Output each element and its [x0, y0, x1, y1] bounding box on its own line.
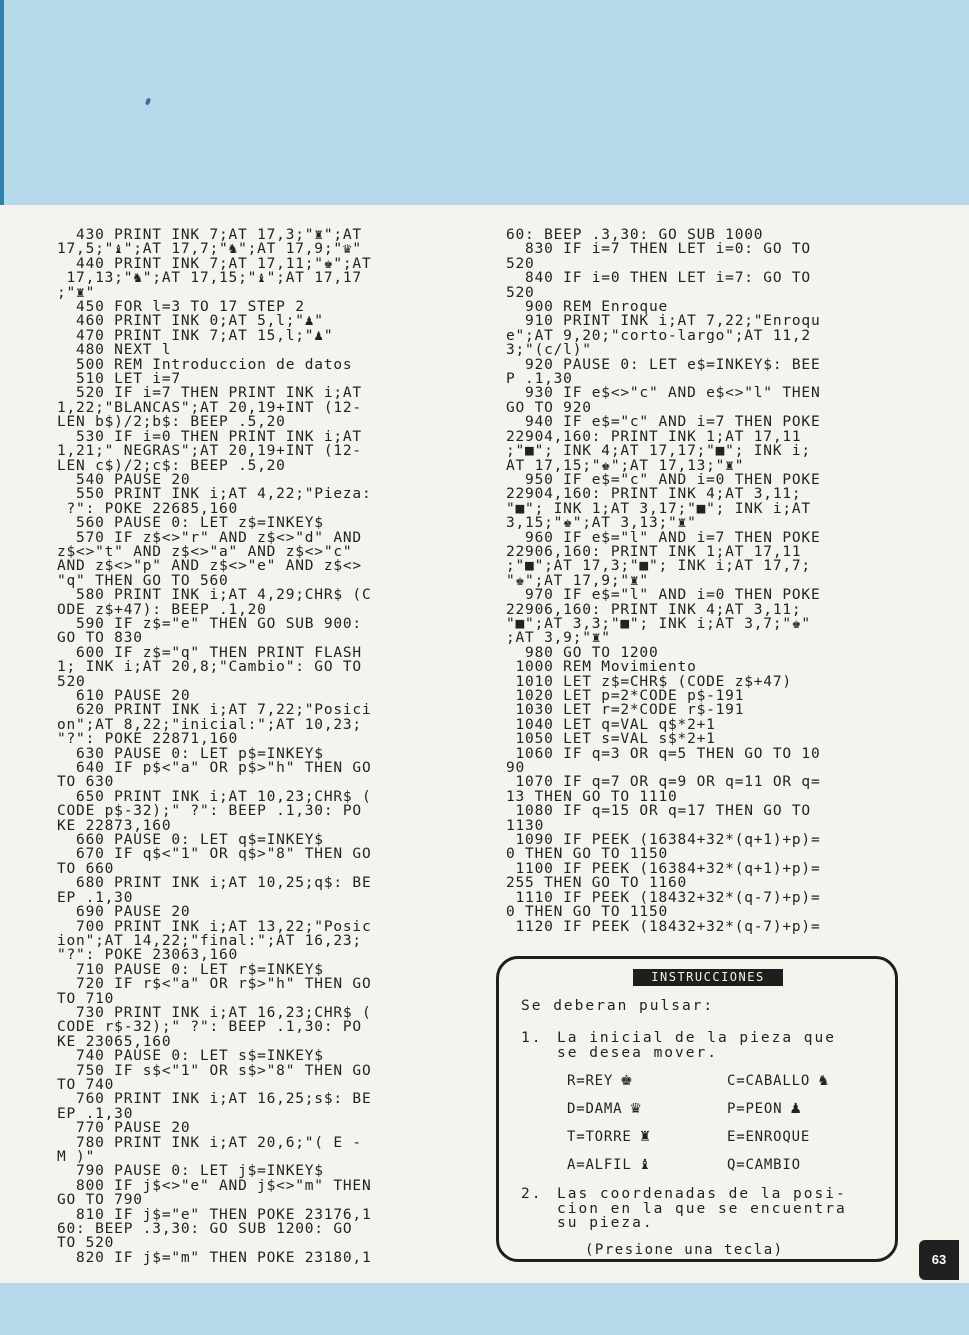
code-line: 1100 IF PEEK (16384+32*(q+1)+p)=: [506, 860, 821, 877]
legend-label: D=DAMA: [567, 1101, 623, 1117]
legend-item-enroque: [727, 1129, 810, 1145]
code-line: TO 710: [57, 990, 115, 1007]
code-line: 480 NEXT l: [57, 342, 172, 359]
code-line: "?": POKE 23063,160: [57, 947, 239, 964]
code-line: KE 23065,160: [57, 1033, 172, 1050]
code-line: 750 IF s$<"1" OR s$>"8" THEN GO: [57, 1062, 372, 1079]
code-line: 1090 IF PEEK (16384+32*(q+1)+p)=: [506, 832, 821, 849]
code-line: 680 PRINT INK i;AT 10,25;q$: BE: [57, 875, 372, 892]
code-line: 460 PRINT INK 0;AT 5,l;"♟": [57, 313, 324, 330]
instructions-title: INSTRUCCIONES: [633, 969, 783, 986]
code-line: 510 LET i=7: [57, 371, 181, 388]
code-line: EP .1,30: [57, 889, 134, 906]
code-line: 1110 IF PEEK (18432+32*(q-7)+p)=: [506, 889, 821, 906]
code-line: 520: [506, 255, 535, 272]
code-line: 520 IF i=7 THEN PRINT INK i;AT: [57, 385, 362, 402]
bishop-icon: ♝: [638, 1157, 652, 1173]
instructions-intro: Se deberan pulsar:: [521, 998, 715, 1014]
code-line: 600 IF z$="q" THEN PRINT FLASH: [57, 644, 362, 661]
code-line: 650 PRINT INK i;AT 10,23;CHR$ (: [57, 788, 372, 805]
code-line: LEN c$)/2;c$: BEEP .5,20: [57, 457, 286, 474]
code-line: CODE r$-32);" ?": BEEP .1,30: PO: [57, 1019, 362, 1036]
code-line: GO TO 790: [57, 1192, 143, 1209]
code-line: 770 PAUSE 20: [57, 1120, 191, 1137]
code-line: 0 THEN GO TO 1150: [506, 846, 669, 863]
code-line: 530 IF i=0 THEN PRINT INK i;AT: [57, 428, 362, 445]
code-line: TO 660: [57, 860, 115, 877]
code-line: 13 THEN GO TO 1110: [506, 788, 678, 805]
queen-icon: ♛: [629, 1101, 643, 1117]
code-line: ;"♜": [57, 284, 96, 301]
code-line: GO TO 830: [57, 630, 143, 647]
legend-label: T=TORRE: [567, 1129, 632, 1145]
code-line: ?": POKE 22685,160: [57, 500, 239, 517]
item2-text: Las coordenadas de la posi- cion en la que se encuentra su pieza.: [557, 1186, 847, 1231]
code-line: 830 IF i=7 THEN LET i=0: GO TO: [506, 241, 811, 258]
code-line: 1040 LET q=VAL q$*2+1: [506, 716, 716, 733]
code-line: 3,15;"♚";AT 3,13;"♜": [506, 515, 697, 532]
code-line: AT 17,15;"♚";AT 17,13;"♜": [506, 457, 745, 474]
code-line: 900 REM Enroque: [506, 299, 669, 316]
code-line: 780 PRINT INK i;AT 20,6;"( E -: [57, 1134, 362, 1151]
code-line: 1060 IF q=3 OR q=5 THEN GO TO 10: [506, 745, 821, 762]
instructions-footer: (Presione una tecla): [585, 1242, 784, 1258]
code-line: 730 PRINT INK i;AT 16,23;CHR$ (: [57, 1004, 372, 1021]
code-line: 1080 IF q=15 OR q=17 THEN GO TO: [506, 803, 811, 820]
code-line: 1,21;" NEGRAS";AT 20,19+INT (12-: [57, 443, 362, 460]
code-line: 920 PAUSE 0: LET e$=INKEY$: BEE: [506, 356, 821, 373]
code-line: 660 PAUSE 0: LET q$=INKEY$: [57, 832, 324, 849]
code-line: "q" THEN GO TO 560: [57, 572, 229, 589]
code-line: 980 GO TO 1200: [506, 644, 659, 661]
code-line: 17,5;"♝";AT 17,7;"♞";AT 17,9;"♛": [57, 241, 362, 258]
code-line: 560 PAUSE 0: LET z$=INKEY$: [57, 515, 324, 532]
code-line: 970 IF e$="l" AND i=0 THEN POKE: [506, 587, 821, 604]
rook-icon: ♜: [638, 1129, 652, 1145]
code-line: 22904,160: PRINT INK 1;AT 17,11: [506, 428, 802, 445]
code-line: 520: [506, 284, 535, 301]
king-icon: ♚: [620, 1073, 634, 1089]
code-line: 640 IF p$<"a" OR p$>"h" THEN GO: [57, 760, 372, 777]
code-line: 810 IF j$="e" THEN POKE 23176,1: [57, 1206, 372, 1223]
code-line: 470 PRINT INK 7;AT 15,l;"♟": [57, 327, 334, 344]
code-line: ;"■";AT 17,3;"■"; INK i;AT 17,7;: [506, 558, 811, 575]
code-line: 580 PRINT INK i;AT 4,29;CHR$ (C: [57, 587, 372, 604]
legend-label: R=REY: [567, 1073, 614, 1089]
code-line: LEN b$)/2;b$: BEEP .5,20: [57, 414, 286, 431]
item1-text: La inicial de la pieza que se desea mover.: [557, 1030, 836, 1061]
page-number: 63: [919, 1240, 959, 1280]
code-line: TO 630: [57, 774, 115, 791]
code-line: ;"■"; INK 4;AT 17,17;"■"; INK i;: [506, 443, 811, 460]
code-line: 430 PRINT INK 7;AT 17,3;"♜";AT: [57, 227, 362, 243]
code-line: 22906,160: PRINT INK 1;AT 17,11: [506, 543, 802, 560]
legend-label: E=ENROQUE: [727, 1129, 811, 1145]
legend-item-dama: [567, 1101, 643, 1117]
code-line: 1010 LET z$=CHR$ (CODE z$+47): [506, 673, 792, 690]
instructions-box: [496, 956, 898, 1262]
code-line: 910 PRINT INK i;AT 7,22;"Enroqu: [506, 313, 821, 330]
code-line: P .1,30: [506, 371, 573, 388]
code-line: 760 PRINT INK i;AT 16,25;s$: BE: [57, 1091, 372, 1108]
code-line: 820 IF j$="m" THEN POKE 23180,1: [57, 1249, 372, 1266]
code-line: 740 PAUSE 0: LET s$=INKEY$: [57, 1048, 324, 1065]
code-line: 90: [506, 760, 526, 777]
code-line: EP .1,30: [57, 1105, 134, 1122]
code-line: AND z$<>"p" AND z$<>"e" AND z$<>: [57, 558, 362, 575]
code-line: 500 REM Introduccion de datos: [57, 356, 353, 373]
code-line: 700 PRINT INK i;AT 13,22;"Posic: [57, 918, 372, 935]
bottom-blue-band: [0, 1283, 969, 1335]
code-line: 1130: [506, 817, 545, 834]
code-line: 720 IF r$<"a" OR r$>"h" THEN GO: [57, 976, 372, 993]
legend-item-torre: [567, 1129, 652, 1145]
code-line: "?": POKE 22871,160: [57, 731, 239, 748]
item1-number: 1.: [521, 1030, 543, 1046]
code-line: 450 FOR l=3 TO 17 STEP 2: [57, 299, 305, 316]
code-line: 550 PRINT INK i;AT 4,22;"Pieza:: [57, 486, 372, 503]
code-line: 255 THEN GO TO 1160: [506, 875, 688, 892]
pawn-icon: ♟: [789, 1101, 803, 1117]
code-line: 570 IF z$<>"r" AND z$<>"d" AND: [57, 529, 362, 546]
code-line: TO 740: [57, 1076, 115, 1093]
code-line: z$<>"t" AND z$<>"a" AND z$<>"c": [57, 543, 353, 560]
legend-label: A=ALFIL: [567, 1157, 632, 1173]
code-line: 60: BEEP .3,30: GO SUB 1000: [506, 227, 764, 243]
code-line: 3;"(c/l)": [506, 342, 592, 359]
code-line: on";AT 8,22;"inicial:";AT 10,23;: [57, 716, 362, 733]
code-line: 60: BEEP .3,30: GO SUB 1200: GO: [57, 1221, 353, 1238]
code-line: 960 IF e$="l" AND i=7 THEN POKE: [506, 529, 821, 546]
code-line: 540 PAUSE 20: [57, 471, 191, 488]
code-line: e";AT 9,20;"corto-largo";AT 11,2: [506, 327, 811, 344]
code-line: 790 PAUSE 0: LET j$=INKEY$: [57, 1163, 324, 1180]
legend-item-peon: [727, 1101, 803, 1117]
legend-label: P=PEON: [727, 1101, 783, 1117]
basic-listing-right: [506, 228, 820, 934]
code-line: 590 IF z$="e" THEN GO SUB 900:: [57, 615, 362, 632]
basic-listing-left: [57, 228, 371, 1265]
code-line: TO 520: [57, 1235, 115, 1252]
code-line: ion";AT 14,22;"final:";AT 16,23;: [57, 932, 362, 949]
knight-icon: ♞: [817, 1073, 831, 1089]
code-line: "■";AT 3,3;"■"; INK i;AT 3,7;"♚": [506, 615, 811, 632]
code-line: "■"; INK 1;AT 3,17;"■"; INK i;AT: [506, 500, 811, 517]
code-line: KE 22873,160: [57, 817, 172, 834]
code-line: 1070 IF q=7 OR q=9 OR q=11 OR q=: [506, 774, 821, 791]
legend-label: Q=CAMBIO: [727, 1157, 801, 1173]
code-line: 630 PAUSE 0: LET p$=INKEY$: [57, 745, 324, 762]
code-line: CODE p$-32);" ?": BEEP .1,30: PO: [57, 803, 362, 820]
code-line: ;AT 3,9;"♜": [506, 630, 611, 647]
code-line: 1000 REM Movimiento: [506, 659, 697, 676]
code-line: 670 IF q$<"1" OR q$>"8" THEN GO: [57, 846, 372, 863]
code-line: 930 IF e$<>"c" AND e$<>"l" THEN: [506, 385, 821, 402]
code-line: 440 PRINT INK 7;AT 17,11;"♚";AT: [57, 255, 372, 272]
code-line: 610 PAUSE 20: [57, 688, 191, 704]
code-line: ODE z$+47): BEEP .1,20: [57, 601, 267, 618]
code-line: 1030 LET r=2*CODE r$-191: [506, 702, 745, 719]
code-line: 1050 LET s=VAL s$*2+1: [506, 731, 716, 748]
code-line: "♚";AT 17,9;"♜": [506, 572, 649, 589]
code-line: 1; INK i;AT 20,8;"Cambio": GO TO: [57, 659, 362, 676]
code-line: 520: [57, 673, 86, 690]
code-line: 17,13;"♞";AT 17,15;"♝";AT 17,17: [57, 270, 362, 287]
code-line: 940 IF e$="c" AND i=7 THEN POKE: [506, 414, 821, 431]
code-line: 840 IF i=0 THEN LET i=7: GO TO: [506, 270, 811, 287]
code-line: 690 PAUSE 20: [57, 904, 191, 921]
code-line: 1120 IF PEEK (18432+32*(q-7)+p)=: [506, 918, 821, 935]
code-line: 800 IF j$<>"e" AND j$<>"m" THEN: [57, 1177, 372, 1194]
code-line: GO TO 920: [506, 399, 592, 416]
code-line: 710 PAUSE 0: LET r$=INKEY$: [57, 961, 324, 978]
legend-label: C=CABALLO: [727, 1073, 811, 1089]
code-line: 950 IF e$="c" AND i=0 THEN POKE: [506, 471, 821, 488]
legend-item-cambio: [727, 1157, 801, 1173]
legend-item-alfil: [567, 1157, 652, 1173]
code-line: 1020 LET p=2*CODE p$-191: [506, 688, 745, 704]
code-line: 22906,160: PRINT INK 4;AT 3,11;: [506, 601, 802, 618]
code-line: M )": [57, 1149, 96, 1165]
code-line: 22904,160: PRINT INK 4;AT 3,11;: [506, 486, 802, 503]
code-line: 1,22;"BLANCAS";AT 20,19+INT (12-: [57, 399, 362, 416]
legend-item-caballo: [727, 1073, 830, 1089]
code-line: 0 THEN GO TO 1150: [506, 904, 669, 921]
legend-item-rey: [567, 1073, 634, 1089]
code-line: 620 PRINT INK i;AT 7,22;"Posici: [57, 702, 372, 719]
item2-number: 2.: [521, 1186, 543, 1202]
